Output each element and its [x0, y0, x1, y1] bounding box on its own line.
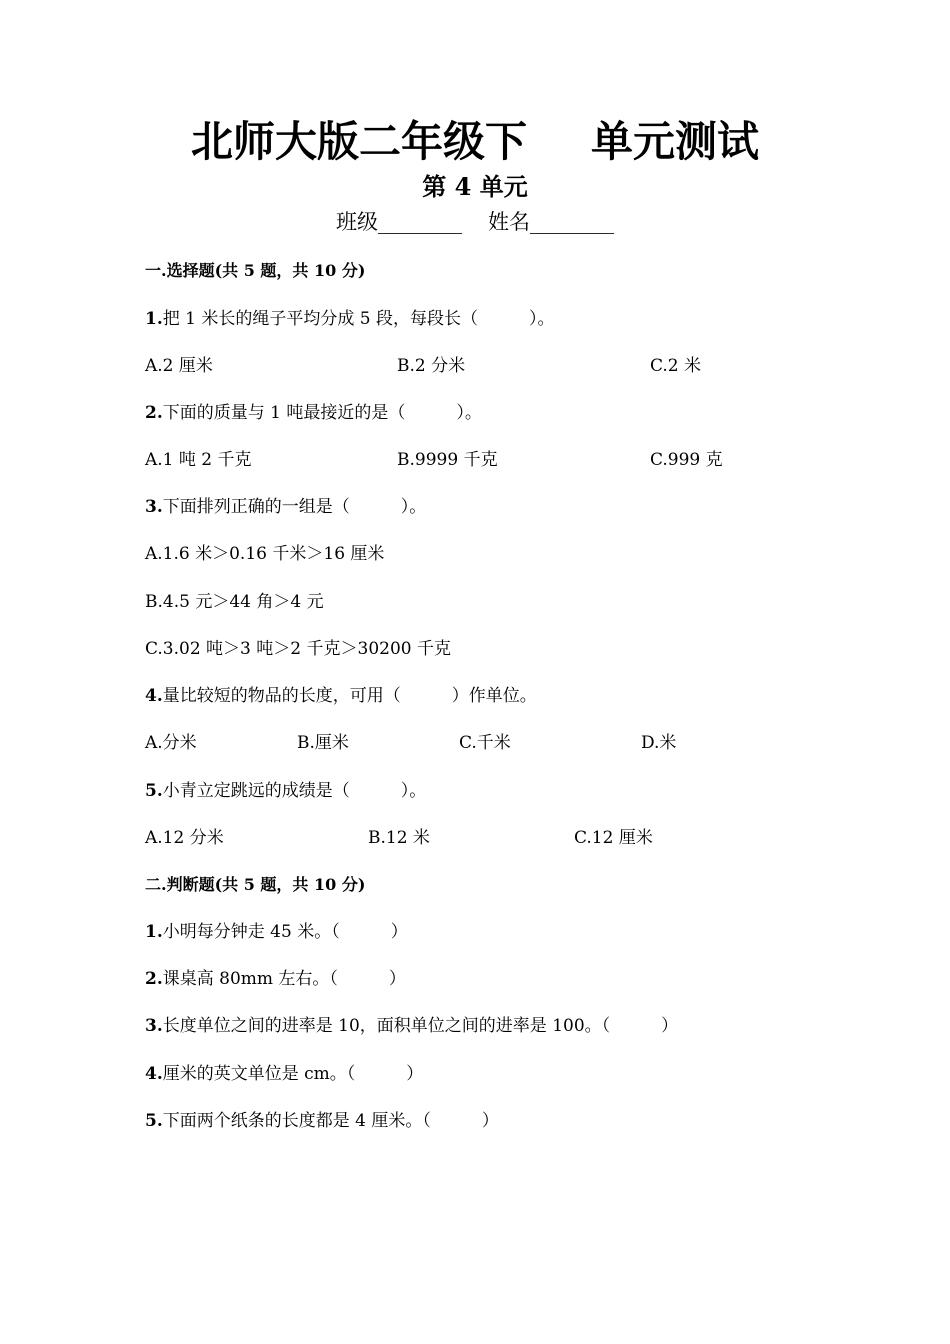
- question-number: 2.: [145, 403, 163, 423]
- question-text: 小青立定跳远的成绩是（ ）。: [162, 781, 427, 801]
- q2-option-b: B.9999 千克: [397, 450, 498, 470]
- question-text: 量比较短的物品的长度，可用（ ）作单位。: [162, 686, 537, 706]
- judgement-question-4: [145, 1062, 423, 1086]
- name-field: 姓名________: [488, 210, 614, 234]
- q1-option-a: A.2 厘米: [145, 356, 213, 376]
- question-number: 5.: [145, 1111, 163, 1131]
- title-left: 北师大版二年级下: [190, 117, 527, 166]
- question-text: 下面两个纸条的长度都是 4 厘米。（ ）: [162, 1111, 499, 1131]
- judgement-question-1: [145, 920, 408, 944]
- section-heading-choice: 一.选择题(共 5 题，共 10 分): [145, 261, 366, 280]
- question-number: 5.: [145, 781, 163, 801]
- class-field: 班级________: [336, 210, 462, 234]
- question-number: 3.: [145, 497, 163, 517]
- question-number: 3.: [145, 1016, 163, 1036]
- question-number: 1.: [145, 309, 163, 329]
- question-text: 把 1 米长的绳子平均分成 5 段，每段长（ ）。: [162, 309, 555, 329]
- q1-option-b: B.2 分米: [397, 356, 466, 376]
- q4-option-d: D.米: [641, 733, 677, 753]
- q3-option-c: C.3.02 吨＞3 吨＞2 千克＞30200 千克: [145, 639, 451, 659]
- section-heading-judgement: 二.判断题(共 5 题，共 10 分): [145, 875, 366, 894]
- q5-option-c: C.12 厘米: [574, 828, 653, 848]
- judgement-question-5: [145, 1109, 499, 1133]
- q5-option-a: A.12 分米: [145, 828, 224, 848]
- choice-question-1: [145, 307, 555, 331]
- q4-option-c: C.千米: [459, 733, 511, 753]
- q1-option-c: C.2 米: [650, 356, 702, 376]
- question-number: 2.: [145, 969, 163, 989]
- q5-option-b: B.12 米: [368, 828, 430, 848]
- q2-option-c: C.999 克: [650, 450, 723, 470]
- question-text: 课桌高 80mm 左右。（ ）: [162, 969, 406, 989]
- question-text: 下面的质量与 1 吨最接近的是（ ）。: [162, 403, 482, 423]
- question-number: 4.: [145, 686, 163, 706]
- q3-option-b: B.4.5 元＞44 角＞4 元: [145, 592, 324, 612]
- judgement-question-3: [145, 1014, 678, 1038]
- q4-option-b: B.厘米: [297, 733, 349, 753]
- page-title: [0, 112, 950, 172]
- question-number: 4.: [145, 1064, 163, 1084]
- question-text: 长度单位之间的进率是 10，面积单位之间的进率是 100。（ ）: [162, 1016, 679, 1036]
- choice-question-3: [145, 495, 426, 519]
- question-text: 小明每分钟走 45 米。（ ）: [162, 922, 408, 942]
- q3-option-a: A.1.6 米＞0.16 千米＞16 厘米: [145, 544, 385, 564]
- question-text: 厘米的英文单位是 cm。（ ）: [162, 1064, 424, 1084]
- unit-subtitle: 第 4 单元: [422, 172, 528, 201]
- choice-question-5: [145, 779, 426, 803]
- student-info: [0, 206, 950, 238]
- judgement-question-2: [145, 967, 406, 991]
- choice-question-2: [145, 401, 482, 425]
- question-number: 1.: [145, 922, 163, 942]
- title-right: 单元测试: [591, 117, 760, 166]
- question-text: 下面排列正确的一组是（ ）。: [162, 497, 427, 517]
- q4-option-a: A.分米: [145, 733, 197, 753]
- choice-question-4: [145, 684, 537, 708]
- q2-option-a: A.1 吨 2 千克: [145, 450, 252, 470]
